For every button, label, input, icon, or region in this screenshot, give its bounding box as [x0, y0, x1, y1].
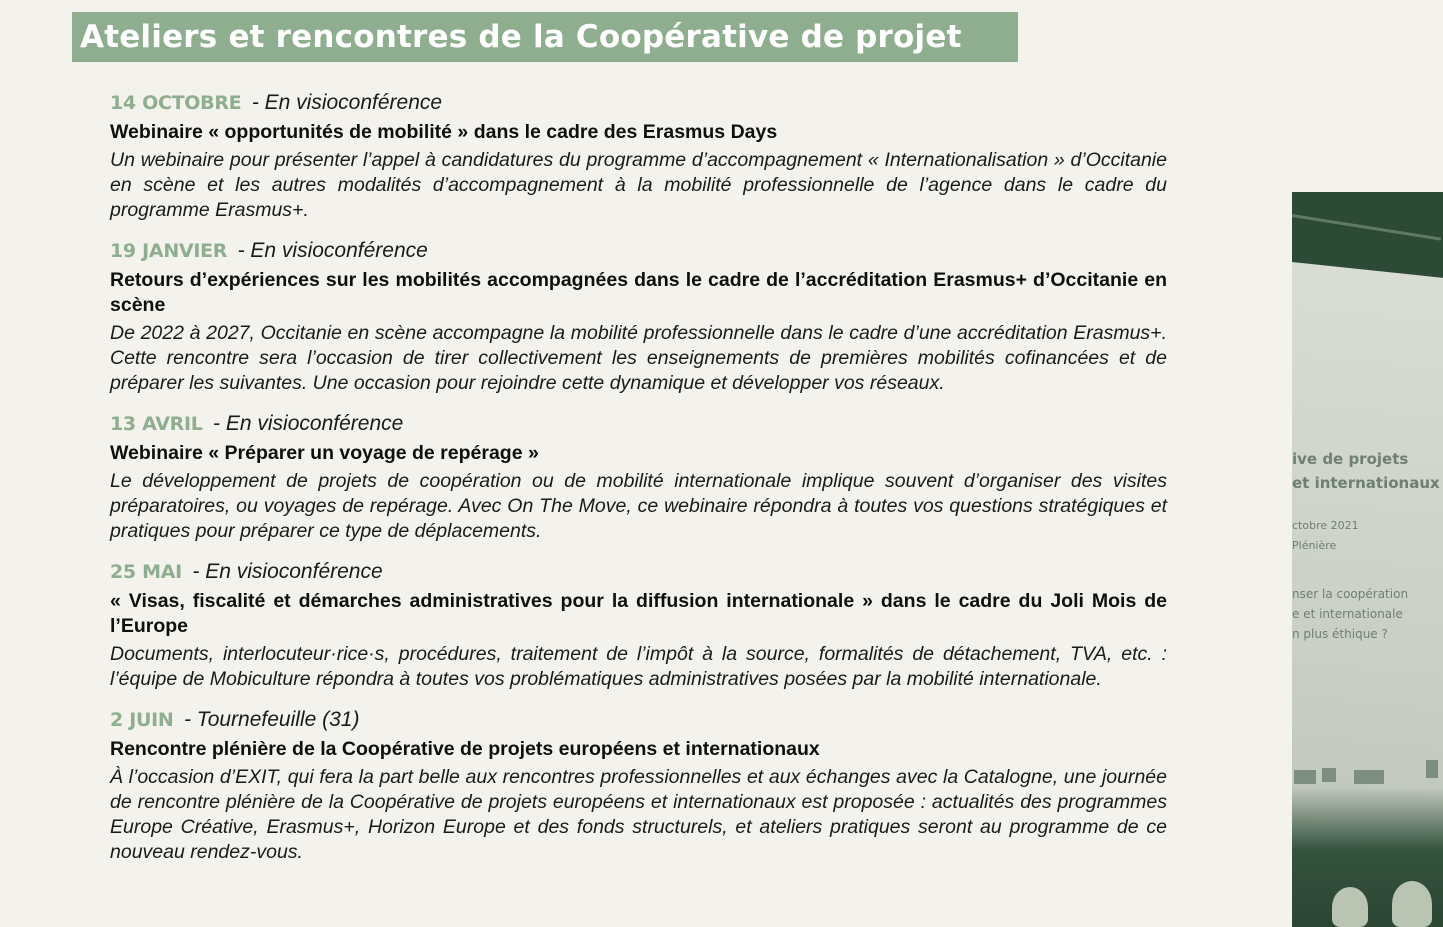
event-item [110, 237, 1167, 396]
event-title: Webinaire « Préparer un voyage de repérage » [110, 442, 539, 464]
event-date: 25 MAI [110, 561, 182, 583]
photo-person [1332, 887, 1368, 927]
event-date: 19 JANVIER [110, 240, 228, 262]
photo-logo-icon [1294, 770, 1316, 784]
photo-text-line: ctobre 2021 [1292, 519, 1359, 532]
photo-person [1392, 881, 1432, 927]
photo-beam [1292, 214, 1441, 241]
event-date: 13 AVRIL [110, 413, 203, 435]
event-title: Webinaire « opportunités de mobilité » dans le cadre des Erasmus Days [110, 121, 778, 143]
event-date: 14 OCTOBRE [110, 92, 242, 114]
event-item [110, 410, 1167, 544]
photo-text-line: et internationaux [1292, 474, 1440, 492]
title-banner [72, 12, 1018, 62]
photo-text-line: nser la coopération [1292, 587, 1409, 601]
photo-text-line: e et internationale [1292, 607, 1403, 621]
event-place: - En visioconférence [251, 91, 443, 114]
photo-text-line: ive de projets [1292, 450, 1409, 468]
event-header [110, 89, 1167, 117]
event-place: - En visioconférence [192, 560, 383, 583]
event-description: Documents, interlocuteur·rice·s, procédures, traitement de l’impôt à la source, formalités de détachement, TVA, etc. : l’équipe de Mobiculture répondra à toutes vos problématiques administratives posées par la mobilité internationale. [110, 643, 1167, 690]
photo-logo-icon [1322, 768, 1336, 782]
event-description: De 2022 à 2027, Occitanie en scène accompagne la mobilité professionnelle dans le cadre d’une accréditation Erasmus+. Cette rencontre sera l’occasion de tirer collectivement les enseignements de premières mobilités cofinancées et de préparer les suivantes. Une occasion pour rejoindre cette dynamique et développer vos réseaux. [110, 322, 1167, 394]
event-header [110, 558, 1167, 586]
event-place: - En visioconférence [213, 412, 404, 435]
event-title: Retours d’expériences sur les mobilités accompagnées dans le cadre de l’accréditation Erasmus+ d’Occitanie en scène [110, 269, 1167, 316]
event-description: Un webinaire pour présenter l’appel à candidatures du programme d’accompagnement « Internationalisation » d’Occitanie en scène et les autres modalités d’accompagnement à la mobilité professionnelle de l’agence dans le cadre du programme Erasmus+. [110, 149, 1167, 221]
photo-text-line: n plus éthique ? [1292, 627, 1388, 641]
event-item [110, 706, 1167, 865]
event-item [110, 558, 1167, 692]
event-header [110, 237, 1167, 265]
photo-text-line: Plénière [1292, 539, 1337, 552]
event-title: « Visas, fiscalité et démarches administratives pour la diffusion internationale » dans le cadre du Joli Mois de l’Europe [110, 590, 1167, 637]
event-title: Rencontre plénière de la Coopérative de projets européens et internationaux [110, 738, 820, 760]
event-header [110, 706, 1167, 734]
event-item [110, 89, 1167, 223]
event-photo [1292, 192, 1443, 927]
photo-logo-icon [1354, 770, 1384, 784]
event-header [110, 410, 1167, 438]
events-list [110, 89, 1167, 865]
event-description: À l’occasion d’EXIT, qui fera la part belle aux rencontres professionnelles et aux échanges avec la Catalogne, une journée de rencontre plénière de la Coopérative de projets européens et internationaux est proposée : actualités des programmes Europe Créative, Erasmus+, Horizon Europe et des fonds structurels, et ateliers pratiques seront au programme de ce nouveau rendez-vous. [110, 766, 1167, 863]
photo-logo-icon [1426, 760, 1438, 778]
event-description: Le développement de projets de coopération ou de mobilité internationale implique souvent d’organiser des visites préparatoires, ou voyages de repérage. Avec On The Move, ce webinaire répondra à toutes vos questions stratégiques et pratiques pour préparer ce type de déplacements. [110, 470, 1167, 542]
event-date: 2 JUIN [110, 709, 174, 731]
event-place: - En visioconférence [237, 239, 428, 262]
page-title: Ateliers et rencontres de la Coopérative de projet [80, 19, 962, 55]
event-place: - Tournefeuille (31) [183, 708, 360, 731]
